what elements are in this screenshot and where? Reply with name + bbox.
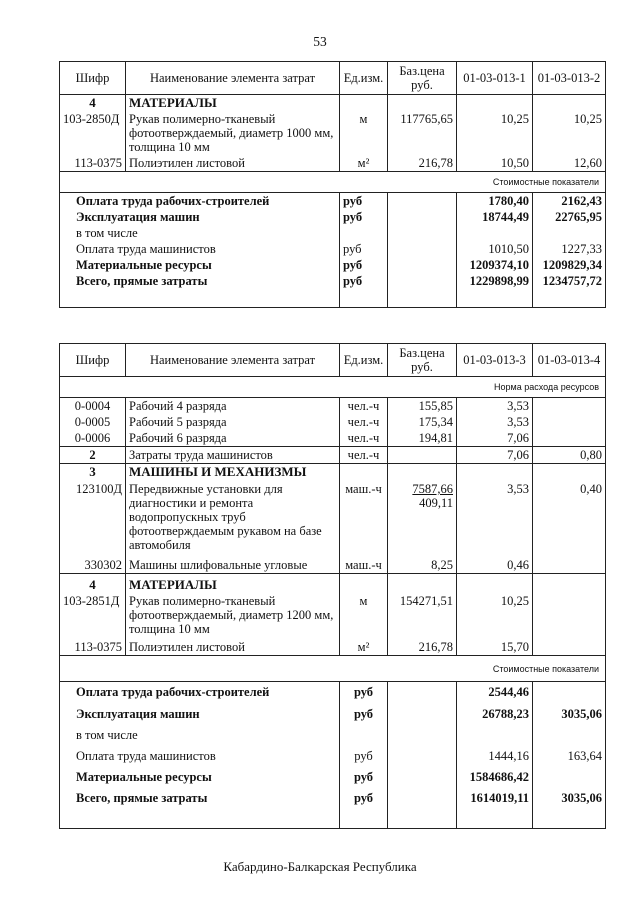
- cost-row: Материальные ресурсы руб 1209374,10 1209829,34: [60, 257, 606, 273]
- cost-row: Оплата труда рабочих-строителей руб 1780,40 2162,43: [60, 193, 606, 210]
- header-price: Баз.цена руб.: [388, 344, 457, 377]
- section-note-row: Стоимостные показатели: [60, 656, 606, 682]
- cost-row: Оплата труда машинистов руб 1444,16 163,64: [60, 747, 606, 768]
- table-row: 0-0004 Рабочий 4 разряда чел.-ч 155,85 3,53: [60, 398, 606, 415]
- header-price: Баз.цена руб.: [388, 62, 457, 95]
- footer-region-name: Кабардино-Балкарская Республика: [223, 859, 417, 874]
- table-row: 113-0375 Полиэтилен листовой м² 216,78 15,70: [60, 637, 606, 656]
- table-row: 123100Д Передвижные установки для диагностики и ремонта водопропускных труб фотоотверждаемым рукавом на базе автомобиля маш.-ч 7587,66 409,11 3,53 0,40: [60, 480, 606, 553]
- cost-row: Эксплуатация машин руб 18744,49 22765,95: [60, 209, 606, 225]
- header-name: Наименование элемента затрат: [126, 62, 340, 95]
- section-row: 3 МАШИНЫ И МЕХАНИЗМЫ: [60, 464, 606, 481]
- section-row: 4 МАТЕРИАЛЫ: [60, 574, 606, 594]
- cost-table-2: [59, 343, 606, 829]
- table-row: 113-0375 Полиэтилен листовой м² 216,78 10,50 12,60: [60, 155, 606, 172]
- cost-row: Всего, прямые затраты руб 1614019,11 3035,06: [60, 789, 606, 810]
- header-code: Шифр: [60, 62, 126, 95]
- norm-note-row: Норма расхода ресурсов: [60, 377, 606, 398]
- header-col2: 01-03-013-2: [533, 62, 606, 95]
- cost-row: в том числе: [60, 225, 606, 241]
- cost-row: в том числе: [60, 726, 606, 747]
- header-col1: 01-03-013-1: [457, 62, 533, 95]
- section-row: 4 МАТЕРИАЛЫ: [60, 95, 606, 112]
- table-row: 330302 Машины шлифовальные угловые маш.-ч 8,25 0,46: [60, 553, 606, 574]
- cost-row: Всего, прямые затраты руб 1229898,99 1234757,72: [60, 273, 606, 289]
- header-code: Шифр: [60, 344, 126, 377]
- cost-row: Оплата труда рабочих-строителей руб 2544,46: [60, 682, 606, 705]
- table-header-row: [60, 62, 606, 95]
- cost-table-1: [59, 61, 606, 308]
- table-row: 2 Затраты труда машинистов чел.-ч 7,06 0,80: [60, 447, 606, 464]
- cost-row: Материальные ресурсы руб 1584686,42: [60, 768, 606, 789]
- header-col4: 01-03-013-4: [533, 344, 606, 377]
- section-note-row: Стоимостные показатели: [60, 172, 606, 193]
- header-col3: 01-03-013-3: [457, 344, 533, 377]
- table-row: 0-0005 Рабочий 5 разряда чел.-ч 175,34 3,53: [60, 414, 606, 430]
- table-row: 103-2850Д Рукав полимерно-тканевый фотоотверждаемый, диаметр 1000 мм, толщина 10 мм м 117765,65 10,25 10,25: [60, 111, 606, 155]
- header-unit: Ед.изм.: [340, 62, 388, 95]
- header-unit: Ед.изм.: [340, 344, 388, 377]
- cost-row: Эксплуатация машин руб 26788,23 3035,06: [60, 704, 606, 726]
- table-row: 0-0006 Рабочий 6 разряда чел.-ч 194,81 7,06: [60, 430, 606, 447]
- table-row: 103-2851Д Рукав полимерно-тканевый фотоотверждаемый, диаметр 1200 мм, толщина 10 мм м 154271,51 10,25: [60, 593, 606, 637]
- page-number: 53: [313, 34, 327, 49]
- header-name: Наименование элемента затрат: [126, 344, 340, 377]
- cost-row: Оплата труда машинистов руб 1010,50 1227,33: [60, 241, 606, 257]
- table-header-row: [60, 344, 606, 377]
